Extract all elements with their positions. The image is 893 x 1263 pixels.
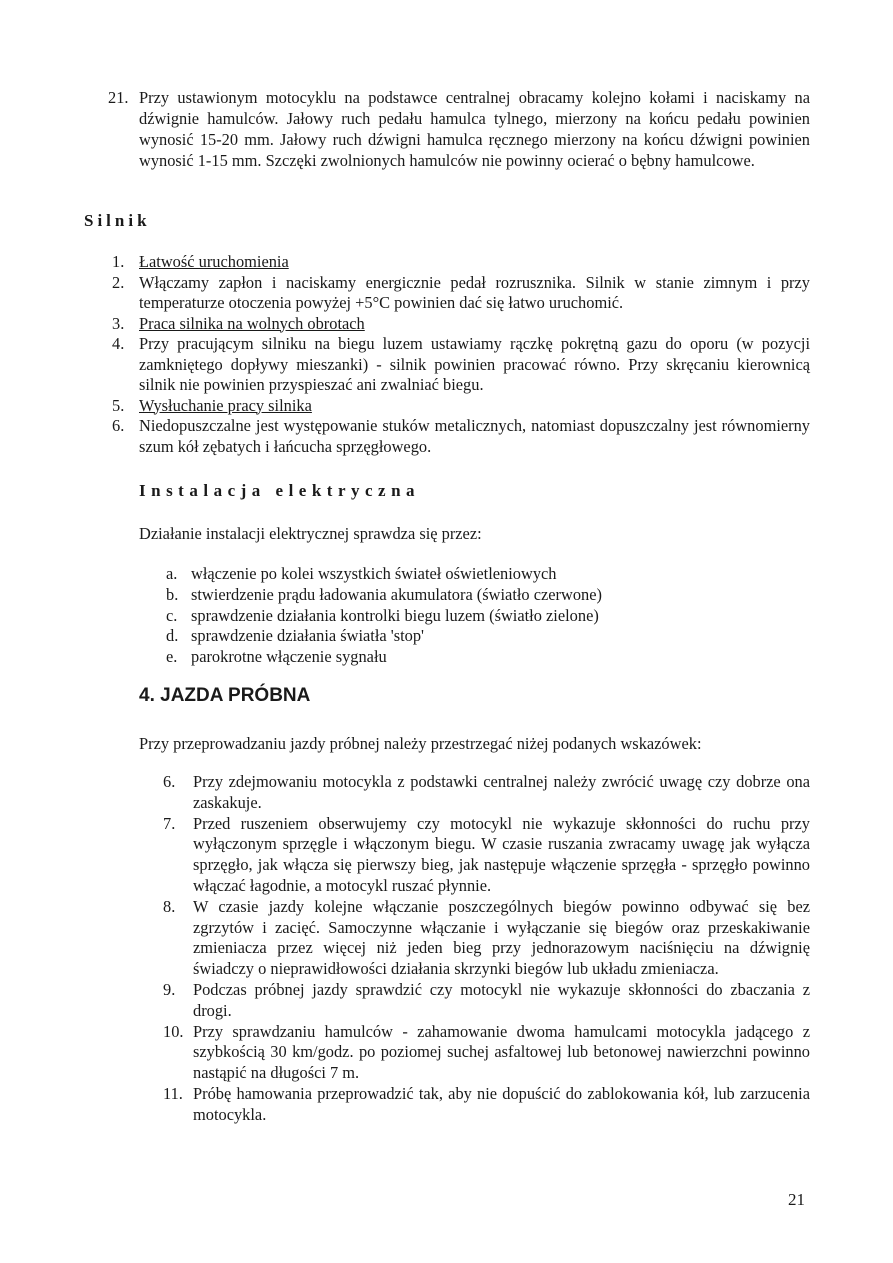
item-number: 21.: [108, 88, 129, 107]
engine-list: [108, 252, 810, 457]
list-item: [163, 980, 810, 1022]
item-text: Próbę hamowania przeprowadzić tak, aby nie dopuścić do zablokowania kół, lub zarzucenia motocykla.: [193, 1083, 810, 1124]
list-item: [163, 626, 602, 647]
item-subheading: Wysłuchanie pracy silnika: [139, 395, 312, 415]
item-number: 3.: [112, 313, 125, 333]
item-letter: d.: [166, 626, 179, 646]
list-item: [163, 897, 810, 980]
item-subheading: Łatwość uruchomienia: [139, 252, 289, 271]
item-text: parokrotne włączenie sygnału: [191, 647, 387, 667]
item-letter: a.: [166, 564, 178, 583]
item-number: 4.: [112, 334, 125, 353]
item-letter: c.: [166, 605, 178, 625]
list-item: [108, 416, 810, 457]
item-letter: b.: [166, 584, 179, 604]
item-number: 10.: [163, 1021, 184, 1041]
item-text: sprawdzenie działania światła 'stop': [191, 626, 425, 646]
item-number: 7.: [163, 813, 176, 833]
brakes-item: [108, 87, 810, 171]
item-text: stwierdzenie prądu ładowania akumulatora (światło czerwone): [191, 584, 602, 604]
section-title: 4. JAZDA PRÓBNA: [139, 685, 311, 706]
item-text: Podczas próbnej jazdy sprawdzić czy motocykl nie wykazuje skłonności do zbaczania z drogi.: [193, 979, 810, 1020]
item-letter: e.: [166, 647, 178, 667]
list-item: [108, 396, 810, 417]
list-item: [163, 585, 602, 606]
item-number: 6.: [163, 772, 176, 791]
test-ride-intro: Przy przeprowadzaniu jazdy próbnej należy przestrzegać niżej podanych wskazówek:: [139, 734, 702, 753]
list-item: [108, 273, 810, 314]
item-text: Przy zdejmowaniu motocykla z podstawki centralnej należy zwrócić uwagę czy dobrze ona zaskakuje.: [193, 772, 810, 812]
list-item: [108, 334, 810, 396]
list-item: [163, 606, 602, 627]
item-number: 2.: [112, 272, 125, 292]
item-number: 11.: [163, 1083, 183, 1103]
engine-heading: Silnik: [84, 211, 151, 230]
list-item: [163, 647, 602, 668]
item-text: Przy pracującym silniku na biegu luzem ustawiamy rączkę pokrętną gazu do oporu (w pozycji zamkniętego dopływy mieszanki) - silnik powinien pracować równo. Przy skręcaniu kierownicą silnik nie powinien przyspieszać ani zwalniać biegu.: [139, 334, 810, 394]
item-text: włączenie po kolei wszystkich świateł oświetleniowych: [191, 564, 557, 583]
item-text: Przy sprawdzaniu hamulców - zahamowanie dwoma hamulcami motocykla jadącego z szybkością 30 km/godz. po poziomej suchej asfaltowej lub betonowej nawierzchni powinno nastąpić na długości 7 m.: [193, 1021, 810, 1083]
item-subheading: Praca silnika na wolnych obrotach: [139, 313, 365, 333]
item-number: 8.: [163, 896, 176, 916]
list-item: [163, 814, 810, 897]
electrical-list: [163, 564, 602, 668]
item-text: Przed ruszeniem obserwujemy czy motocykl nie wykazuje skłonności do ruchu przy wyłączonym sprzęgle i włączonym biegu. W czasie ruszania zwracamy uwagę jak wyłącza sprzęgło, jak włącza się pierwszy bieg, jak następuje włączenie sprzęgła - sprzęgło powinno włączać łagodnie, a motocykl ruszać płynnie.: [193, 813, 810, 895]
list-item: [163, 1022, 810, 1084]
item-number: 9.: [163, 979, 176, 999]
list-item: [108, 252, 810, 273]
test-ride-list: [163, 772, 810, 1126]
electrical-intro: Działanie instalacji elektrycznej sprawdza się przez:: [139, 524, 482, 543]
item-text: Przy ustawionym motocyklu na podstawce centralnej obracamy kolejno kołami i naciskamy na dźwignie hamulców. Jałowy ruch pedału hamulca tylnego, mierzony na końcu pedału powinien wynosić 15-20 mm. Jałowy ruch dźwigni hamulca ręcznego mierzony na końcu dźwigni powinien wynosić 1-15 mm. Szczęki zwolnionych hamulców nie powinny ocierać o bębny hamulcowe.: [139, 88, 810, 170]
list-item: [163, 772, 810, 814]
item-text: W czasie jazdy kolejne włączanie poszczególnych biegów powinno odbywać się bez zgrzytów i zacięć. Samoczynne włączanie i wyłączanie się biegów oraz przeskakiwanie zmieniacza przez więcej niż jeden bieg przy jednorazowym naciśnięciu na dźwignię świadczy o nieprawidłowości działania skrzynki biegów lub układu zmieniacza.: [193, 896, 810, 979]
list-item: [163, 1084, 810, 1126]
list-item: [163, 564, 602, 585]
electrical-heading: Instalacja elektryczna: [139, 481, 421, 500]
page-number: 21: [788, 1190, 805, 1209]
item-number: 1.: [112, 252, 125, 271]
list-item: [108, 314, 810, 335]
item-number: 6.: [112, 416, 125, 435]
item-text: Włączamy zapłon i naciskamy energicznie pedał rozrusznika. Silnik w stanie zimnym i przy temperaturze otoczenia powyżej +5°C powinien dać się łatwo uruchomić.: [139, 272, 810, 312]
item-text: Niedopuszczalne jest występowanie stuków metalicznych, natomiast dopuszczalny jest równomierny szum kół zębatych i łańcucha sprzęgłowego.: [139, 416, 810, 456]
item-number: 5.: [112, 395, 125, 415]
item-text: sprawdzenie działania kontrolki biegu luzem (światło zielone): [191, 605, 599, 625]
